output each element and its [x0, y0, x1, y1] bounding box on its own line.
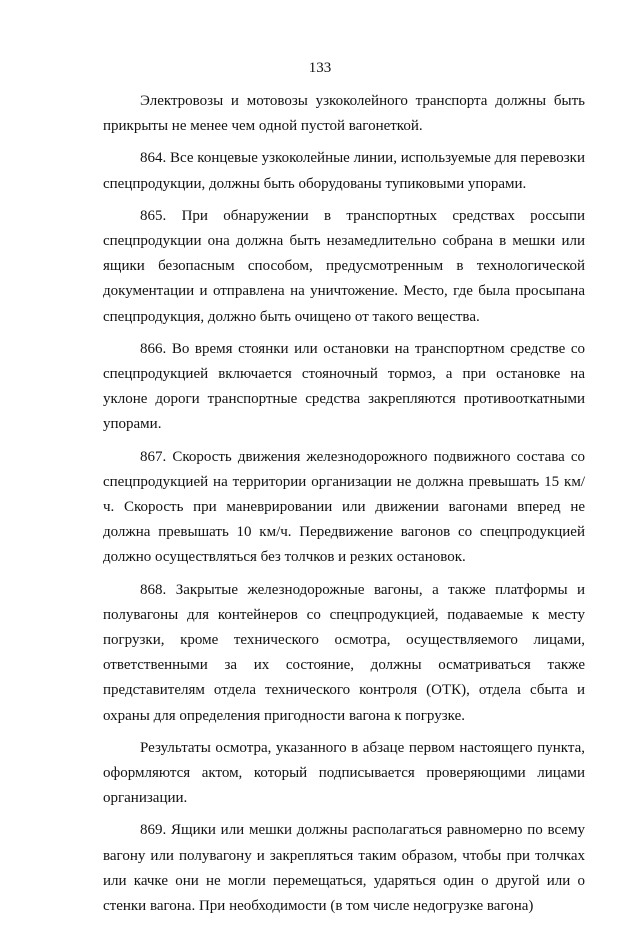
paragraph-locomotives: Электровозы и мотовозы узкоколейного транспорта должны быть прикрыты не менее чем одной пустой вагонеткой. — [103, 93, 585, 135]
paragraph-867: 867. Скорость движения железнодорожного подвижного состава со спецпродукцией на территории организации не должна превышать 15 км/ч. Скорость при маневрировании или движении вагонами вперед не должна превышать 10 км/ч. Передвижение вагонов со спецпродукцией должно осуществляться без толчков и резких остановок. — [103, 448, 585, 566]
page-number: 133 — [308, 60, 332, 76]
paragraph-868: 868. Закрытые железнодорожные вагоны, а также платформы и полувагоны для контейнеров со спецпродукцией, подаваемые к месту погрузки, кроме технического осмотра, осуществляемого лицами, ответственными за их состояние, должны осматриваться также представителям отдела технического контроля (ОТК), отдела сбыта и охраны для определения пригодности вагона к погрузке. — [103, 581, 585, 724]
paragraph-869: 869. Ящики или мешки должны располагаться равномерно по всему вагону или полувагону и закрепляться таким образом, чтобы при толчках или качке они не могли перемещаться, ударяться один о другой или о стенки вагона. При необходимости (в том числе недогрузке вагона) — [103, 822, 585, 915]
document-body — [103, 89, 585, 926]
paragraph-865: 865. При обнаружении в транспортных средствах россыпи спецпродукции она должна быть незамедлительно собрана в мешки или ящики безопасным способом, предусмотренным в технологической документации и отправлена на уничтожение. Место, где была просыпана спецпродукция, должно быть очищено от такого вещества. — [103, 207, 585, 325]
paragraph-866: 866. Во время стоянки или остановки на транспортном средстве со спецпродукцией включается стояночный тормоз, а при остановке на уклоне дороги транспортные средства закрепляются противооткатными упорами. — [103, 340, 585, 433]
paragraph-864: 864. Все концевые узкоколейные линии, используемые для перевозки спецпродукции, должны быть оборудованы тупиковыми упорами. — [103, 150, 585, 192]
paragraph-868-results: Результаты осмотра, указанного в абзаце первом настоящего пункта, оформляются актом, который подписывается проверяющими лицами организации. — [103, 739, 585, 807]
